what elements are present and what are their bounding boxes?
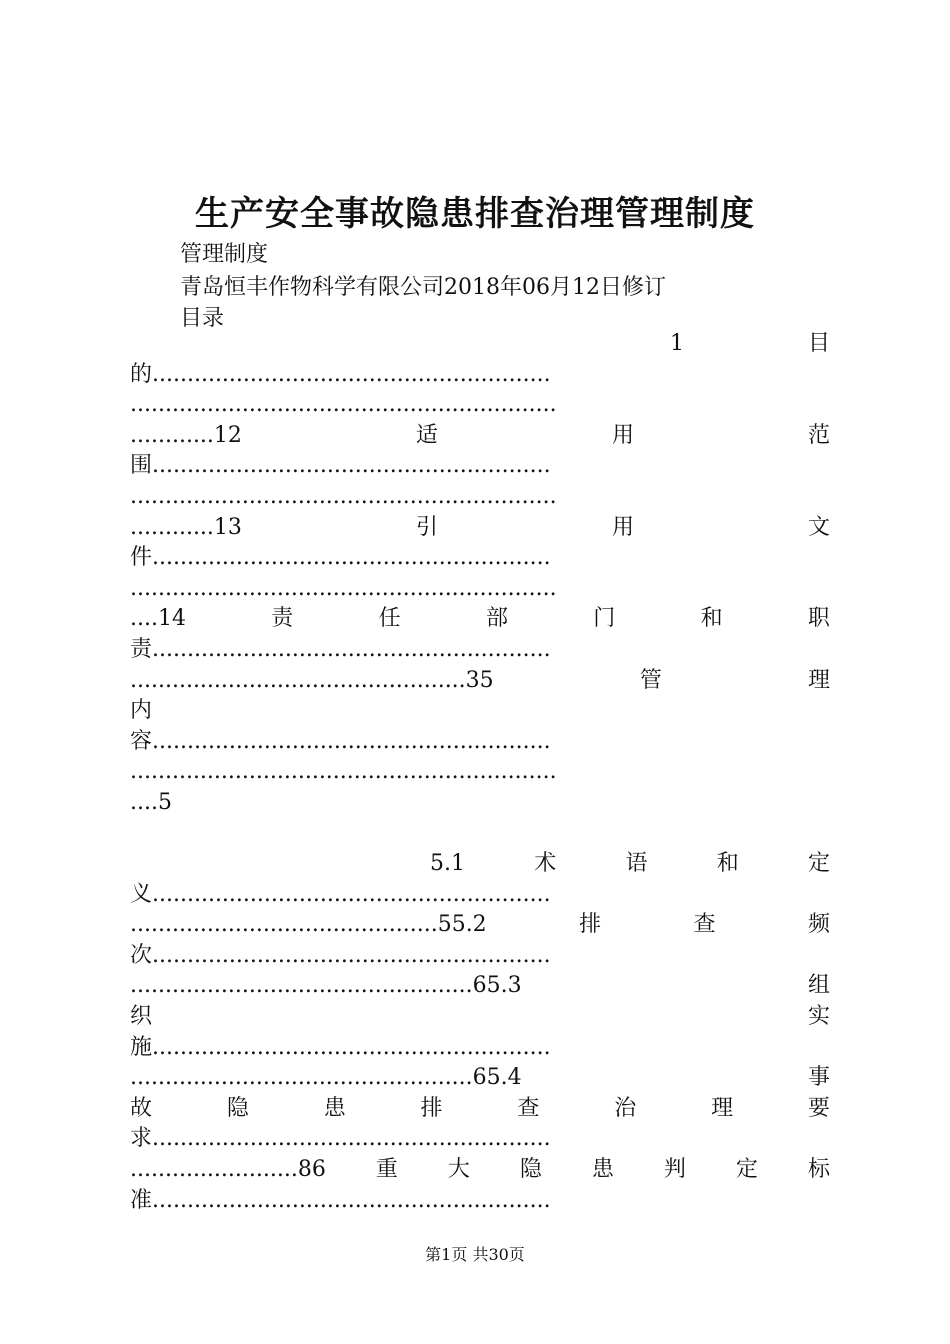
revision-line: 青岛恒丰作物科学有限公司2018年06月12日修订 bbox=[180, 275, 666, 300]
toc-token: 排 bbox=[420, 1095, 443, 1121]
document-subtitle: 管理制度 bbox=[180, 242, 269, 267]
toc-line bbox=[130, 329, 830, 360]
toc-token: 治 bbox=[614, 1095, 637, 1121]
toc-token: 目 bbox=[807, 331, 830, 356]
toc-token: 故 bbox=[130, 1095, 153, 1121]
toc-token: 实 bbox=[807, 1004, 830, 1030]
toc-token: ........................86 bbox=[130, 1157, 326, 1183]
toc-token: 大 bbox=[447, 1157, 470, 1183]
toc-line bbox=[130, 482, 830, 513]
toc-token: 和 bbox=[716, 851, 739, 877]
table-of-contents bbox=[130, 329, 830, 1216]
toc-token: ............................................................. bbox=[130, 759, 557, 785]
toc-token: ............................................55.2 bbox=[130, 912, 487, 938]
toc-token: 责 bbox=[271, 606, 294, 632]
document-title: 生产安全事故隐患排查治理管理制度 bbox=[195, 194, 755, 234]
toc-token: 理 bbox=[807, 667, 830, 693]
toc-line bbox=[130, 513, 830, 544]
toc-token: ....14 bbox=[130, 606, 186, 632]
toc-token: 隐 bbox=[519, 1157, 542, 1183]
toc-token: 定 bbox=[735, 1157, 758, 1183]
toc-token: 判 bbox=[663, 1157, 686, 1183]
toc-token: 术 bbox=[534, 851, 557, 877]
toc-line bbox=[130, 360, 830, 391]
toc-token: 织 bbox=[130, 1004, 153, 1030]
toc-token: ................................................35 bbox=[130, 667, 494, 693]
toc-token: 的......................................................... bbox=[130, 361, 551, 387]
toc-token: .................................................65.4 bbox=[130, 1065, 522, 1091]
toc-token: ............................................................. bbox=[130, 575, 557, 601]
toc-token: 用 bbox=[611, 514, 634, 540]
toc-line bbox=[130, 910, 830, 941]
toc-token: 用 bbox=[611, 422, 634, 448]
toc-token: 5.1 bbox=[430, 851, 465, 877]
toc-token: 管 bbox=[639, 667, 662, 693]
toc-line bbox=[130, 1094, 830, 1125]
toc-token: 患 bbox=[323, 1095, 346, 1121]
toc-token: 查 bbox=[517, 1095, 540, 1121]
toc-token: 语 bbox=[625, 851, 648, 877]
toc-line bbox=[130, 1155, 830, 1186]
toc-token: ............13 bbox=[130, 514, 242, 540]
toc-token: ............................................................. bbox=[130, 392, 557, 418]
toc-token: 要 bbox=[807, 1095, 830, 1121]
toc-token: 适 bbox=[415, 422, 438, 448]
toc-token: 义......................................................... bbox=[130, 881, 551, 907]
toc-token: 容......................................................... bbox=[130, 728, 551, 754]
toc-token: 标 bbox=[807, 1157, 830, 1183]
toc-token: ....5 bbox=[130, 789, 172, 815]
toc-line bbox=[130, 1033, 830, 1064]
toc-line bbox=[130, 604, 830, 635]
toc-token: 内 bbox=[130, 698, 153, 724]
toc-line bbox=[130, 574, 830, 605]
toc-line bbox=[130, 819, 830, 850]
toc-token: 范 bbox=[807, 422, 830, 448]
toc-token: 重 bbox=[375, 1157, 398, 1183]
toc-token: 件......................................................... bbox=[130, 545, 551, 571]
toc-line bbox=[130, 971, 830, 1002]
toc-line bbox=[130, 1063, 830, 1094]
toc-token: 引 bbox=[415, 514, 438, 540]
toc-token: 事 bbox=[807, 1065, 830, 1091]
toc-line bbox=[130, 941, 830, 972]
toc-token: 职 bbox=[807, 606, 830, 632]
toc-token: 部 bbox=[485, 606, 508, 632]
toc-token: 任 bbox=[378, 606, 401, 632]
toc-token: 隐 bbox=[226, 1095, 249, 1121]
toc-token: 围......................................................... bbox=[130, 453, 551, 479]
toc-line bbox=[130, 1002, 830, 1033]
toc-token: 施......................................................... bbox=[130, 1034, 551, 1060]
toc-line bbox=[130, 421, 830, 452]
toc-token: 查 bbox=[693, 912, 716, 938]
toc-token: .................................................65.3 bbox=[130, 973, 522, 999]
toc-token: 患 bbox=[591, 1157, 614, 1183]
toc-token: 求......................................................... bbox=[130, 1126, 551, 1152]
toc-line bbox=[130, 666, 830, 697]
toc-token: ............12 bbox=[130, 422, 242, 448]
toc-line bbox=[130, 1124, 830, 1155]
toc-token: 定 bbox=[807, 851, 830, 877]
page-footer: 第1页 共30页 bbox=[425, 1245, 525, 1264]
toc-token: ............................................................. bbox=[130, 483, 557, 509]
toc-token: 1 bbox=[670, 331, 684, 356]
toc-heading: 目录 bbox=[180, 306, 225, 331]
toc-line bbox=[130, 788, 830, 819]
toc-token: 责......................................................... bbox=[130, 636, 551, 662]
toc-token: 次......................................................... bbox=[130, 942, 551, 968]
toc-line bbox=[130, 880, 830, 911]
toc-line bbox=[130, 727, 830, 758]
toc-token: 频 bbox=[807, 912, 830, 938]
toc-token: 准......................................................... bbox=[130, 1187, 551, 1213]
toc-line bbox=[130, 543, 830, 574]
toc-token: 和 bbox=[700, 606, 723, 632]
toc-line bbox=[130, 635, 830, 666]
toc-line bbox=[130, 390, 830, 421]
toc-line bbox=[130, 696, 830, 727]
toc-token: 理 bbox=[711, 1095, 734, 1121]
toc-line bbox=[130, 849, 830, 880]
toc-line bbox=[130, 451, 830, 482]
toc-token: 组 bbox=[807, 973, 830, 999]
toc-token: 排 bbox=[579, 912, 602, 938]
toc-line bbox=[130, 1186, 830, 1217]
toc-token: 文 bbox=[807, 514, 830, 540]
toc-line bbox=[130, 757, 830, 788]
toc-token: 门 bbox=[593, 606, 616, 632]
